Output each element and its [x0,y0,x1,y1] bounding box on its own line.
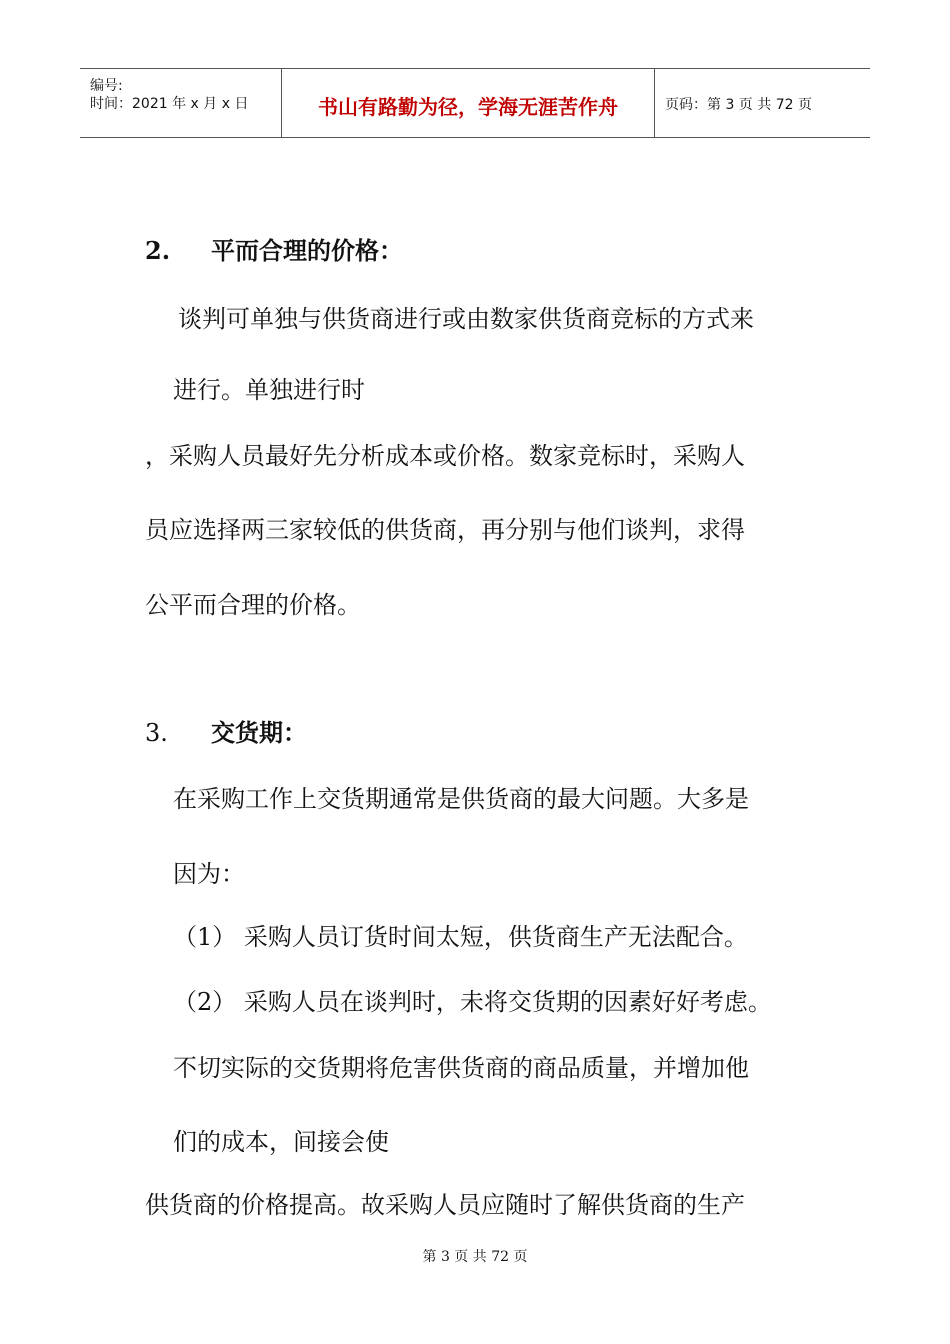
serial-label: 编号: [90,78,123,94]
paragraph-line: 进行。单独进行时 [173,376,365,404]
section-3-title: 交货期： [211,718,307,747]
header-left-cell [80,69,282,137]
date-line: 时间：2021 年 x 月 x 日 [90,96,249,112]
paragraph-line: 们的成本，间接会使 [173,1128,389,1156]
paragraph-line: ，采购人员最好先分析成本或价格。数家竞标时，采购人 [145,442,745,470]
paragraph-line: 员应选择两三家较低的供货商，再分别与他们谈判，求得 [145,516,745,544]
section-2-title: 平而合理的价格： [211,236,403,265]
section-3-number: 3. [145,719,168,747]
page-footer: 第 3 页 共 72 页 [422,1249,528,1265]
list-item-2: （2） 采购人员在谈判时，未将交货期的因素好好考虑。 [173,988,772,1016]
page-header [80,68,870,138]
paragraph-line: 不切实际的交货期将危害供货商的商品质量，并增加他 [173,1054,749,1082]
paragraph-line: 在采购工作上交货期通常是供货商的最大问题。大多是 [173,785,749,813]
header-right-cell [655,69,870,137]
header-page-info: 页码：第 3 页 共 72 页 [665,97,812,113]
header-middle-cell [282,69,655,137]
header-motto: 书山有路勤为径，学海无涯苦作舟 [318,95,618,119]
paragraph-line: 因为： [173,860,245,888]
list-item-1: （1） 采购人员订货时间太短，供货商生产无法配合。 [173,923,748,951]
paragraph-line: 公平而合理的价格。 [145,591,361,619]
section-2-number: 2. [145,236,171,265]
section-2-heading [145,236,403,266]
section-3-heading [145,718,307,748]
paragraph-line: 谈判可单独与供货商进行或由数家供货商竞标的方式来 [178,305,754,333]
paragraph-line: 供货商的价格提高。故采购人员应随时了解供货商的生产 [145,1191,745,1219]
